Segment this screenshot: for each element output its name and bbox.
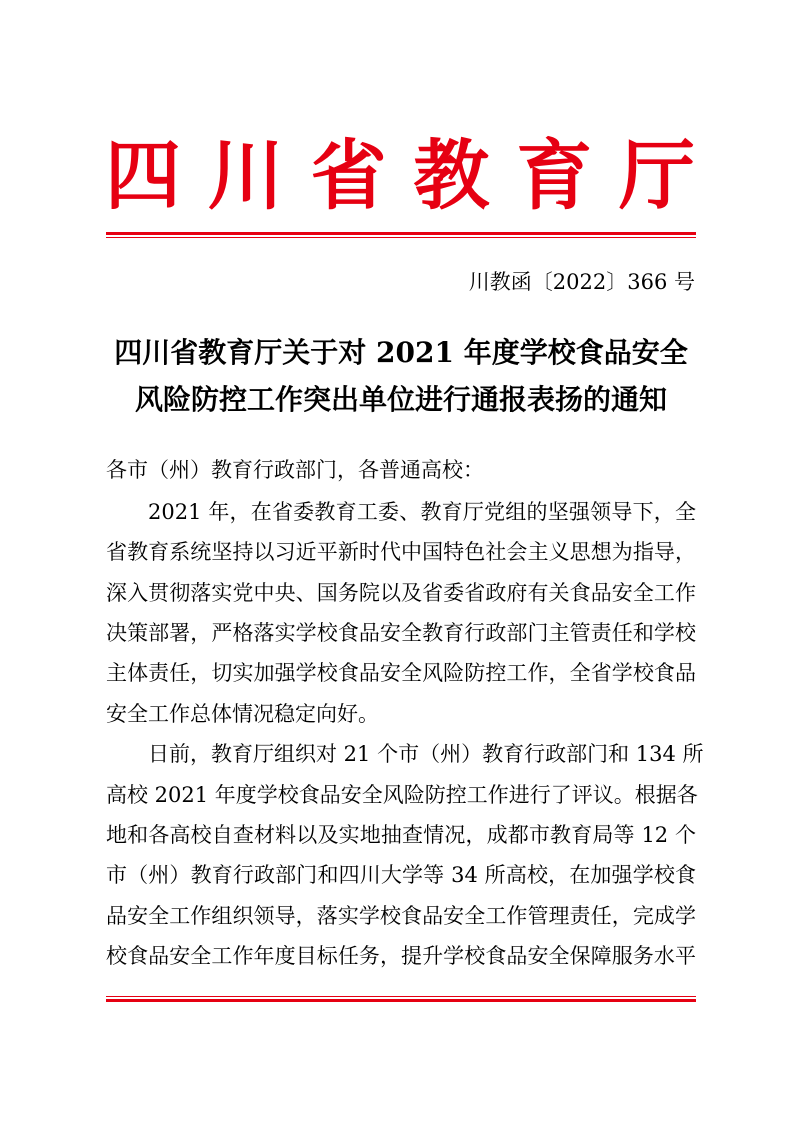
text-line: 决策部署，严格落实学校食品安全教育行政部门主管责任和学校 bbox=[106, 621, 696, 645]
text-line: 主体责任，切实加强学校食品安全风险防控工作，全省学校食品 bbox=[106, 661, 696, 685]
text-line: 省教育系统坚持以习近平新时代中国特色社会主义思想为指导， bbox=[106, 540, 696, 564]
footer-divider bbox=[106, 999, 696, 1002]
document-number: 川教函〔2022〕366 号 bbox=[468, 270, 695, 294]
text-line: 地和各高校自查材料以及实地抽查情况，成都市教育局等 12 个 bbox=[106, 823, 696, 847]
text-line: 高校 2021 年度学校食品安全风险防控工作进行了评议。根据各 bbox=[106, 783, 698, 807]
footer-divider-thin bbox=[106, 996, 696, 997]
text-line: 安全工作总体情况稳定向好。 bbox=[106, 702, 379, 726]
text-line: 市（州）教育行政部门和四川大学等 34 所高校，在加强学校食 bbox=[106, 863, 696, 887]
document-title-line: 风险防控工作突出单位进行通报表扬的通知 bbox=[134, 383, 667, 416]
header-divider-thin bbox=[106, 237, 696, 238]
masthead-char: 省 bbox=[310, 131, 387, 220]
text-line: 深入贯彻落实党中央、国务院以及省委省政府有关食品安全工作 bbox=[106, 581, 696, 605]
header-divider bbox=[106, 232, 696, 235]
issuer-masthead bbox=[105, 128, 695, 224]
masthead-char: 厅 bbox=[618, 131, 695, 220]
salutation: 各市（州）教育行政部门，各普通高校： bbox=[106, 458, 484, 482]
document-title-line: 四川省教育厅关于对 2021 年度学校食品安全 bbox=[114, 336, 688, 369]
masthead-char: 四 bbox=[105, 131, 181, 220]
text-line: 日前，教育厅组织对 21 个市（州）教育行政部门和 134 所 bbox=[148, 742, 704, 766]
text-line: 校食品安全工作年度目标任务，提升学校食品安全保障服务水平 bbox=[106, 944, 696, 968]
text-line: 品安全工作组织领导，落实学校食品安全工作管理责任，完成学 bbox=[106, 904, 696, 928]
masthead-char: 教 bbox=[413, 131, 490, 220]
masthead-char: 川 bbox=[207, 131, 284, 220]
text-line: 2021 年，在省委教育工委、教育厅党组的坚强领导下，全 bbox=[148, 500, 696, 524]
masthead-char: 育 bbox=[516, 131, 593, 220]
